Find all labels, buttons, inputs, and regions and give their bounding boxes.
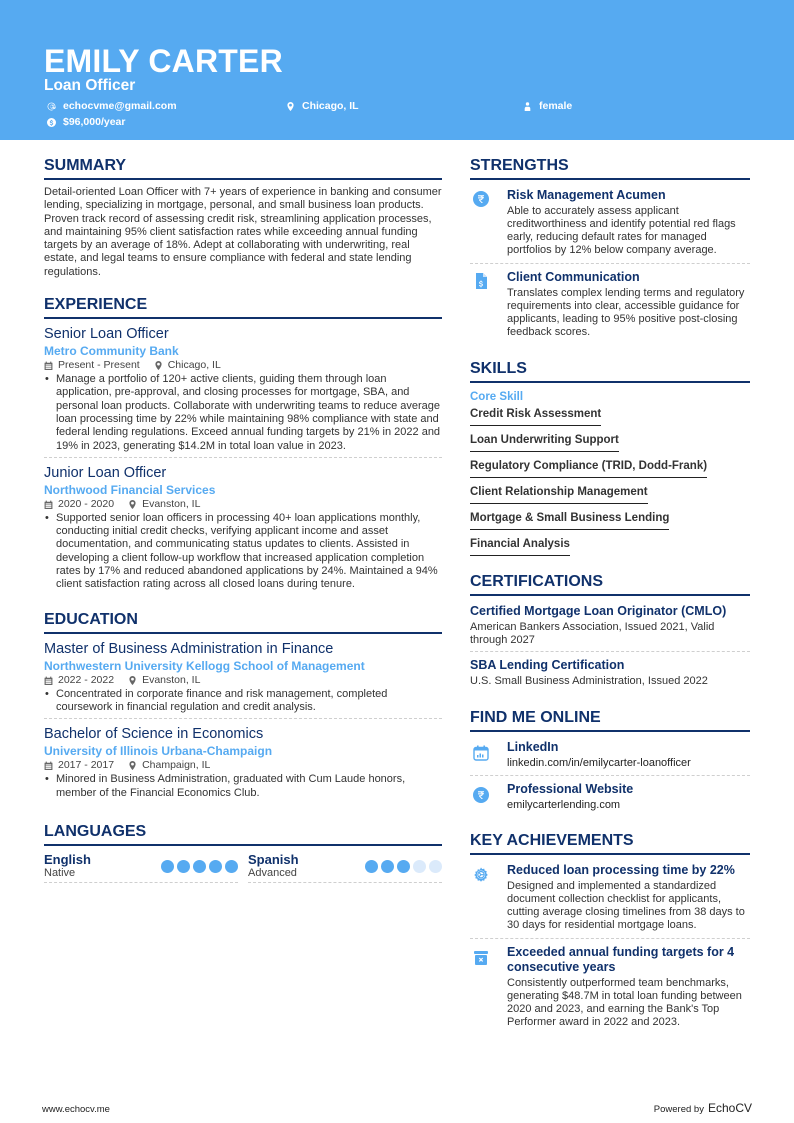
map-pin-icon xyxy=(154,361,163,370)
bullet-item: • Supported senior loan officers in processing 40+ loan applications monthly, conducting initial credit checks, verifying applicant income and asset documentation, and communicating status updates to clients. Assisted in developing a client follow-up workflow that increased application completion rates by 17% and reduced abandoned applications by 24%. Maintained a 94% client satisfaction rating across all closed loans during tenure. xyxy=(44,512,442,592)
date-range: 2017 - 2017 xyxy=(58,759,115,772)
entry-location: Evanston, IL xyxy=(142,497,201,510)
map-pin-icon xyxy=(128,761,137,770)
candidate-title: Loan Officer xyxy=(44,77,136,94)
contact-salary xyxy=(46,115,125,129)
achievement-item xyxy=(470,945,750,1035)
salary-text: $96,000/year xyxy=(63,116,126,128)
person-icon xyxy=(522,101,532,111)
certifications-section xyxy=(470,572,750,692)
achievement-title: Exceeded annual funding targets for 4 consecutive years xyxy=(507,945,735,974)
job-title: Senior Loan Officer xyxy=(44,326,169,343)
map-pin-icon xyxy=(128,676,137,685)
company-name: Northwood Financial Services xyxy=(44,482,216,497)
bullet-list xyxy=(44,773,442,800)
calendar-icon xyxy=(44,676,53,685)
languages-section xyxy=(44,822,442,883)
link-title: LinkedIn xyxy=(507,740,559,754)
bullet-item: • Manage a portfolio of 120+ active clients, guiding them through loan application, pre-approval, and closing processes for mortgage, SBA, and personal loan products. Collaborate with underwriting teams to reduce average loan processing time by 22% while maintaining 98% compliance with state and federal lending regulations. Exceed annual funding targets by 21% in 2022 and 19% in 2023, generating $14.2M in total loan value in 2023. xyxy=(44,373,442,453)
candidate-name: EMILY CARTER xyxy=(44,43,283,79)
contact-email[interactable] xyxy=(46,99,177,113)
school-name: University of Illinois Urbana-Champaign xyxy=(44,744,273,759)
rating-dot-empty xyxy=(429,860,442,873)
bullet-item: • Concentrated in corporate finance and risk management, completed coursework in financial regulation and credit analysis. xyxy=(44,688,442,715)
entry-location: Evanston, IL xyxy=(142,673,201,686)
date-range: Present - Present xyxy=(58,359,140,372)
link-url[interactable]: linkedin.com/in/emilycarter-loanofficer xyxy=(507,757,691,769)
left-column xyxy=(44,156,442,899)
section-title-education: EDUCATION xyxy=(44,610,442,634)
certification-description: U.S. Small Business Administration, Issued 2022 xyxy=(470,675,708,687)
strength-item xyxy=(470,270,750,345)
skill-tag: Financial Analysis xyxy=(470,534,570,556)
school-name: Northwestern University Kellogg School of Management xyxy=(44,658,365,673)
language-rating xyxy=(161,860,238,873)
degree-title: Bachelor of Science in Economics xyxy=(44,726,264,743)
rupee-coin-icon xyxy=(473,191,489,207)
rupee-coin-icon xyxy=(473,787,489,803)
certification-item xyxy=(470,657,750,692)
bullet-item: • Minored in Business Administration, graduated with Cum Laude honors, member of the Financial Economics Club. xyxy=(44,773,442,800)
powered-by-label: Powered by xyxy=(653,1104,704,1115)
calendar-icon xyxy=(44,761,53,770)
resume-header xyxy=(0,0,794,140)
achievement-description: Consistently outperformed team benchmarks, generating $48.7M in total loan funding between 2020 and 2023, and earning the Bank's Top Performer award in 2022 and 2023. xyxy=(507,977,742,1028)
skills-list xyxy=(470,404,750,560)
bullet-list xyxy=(44,688,442,715)
invoice-dollar-icon xyxy=(473,273,489,289)
skill-tag: Client Relationship Management xyxy=(470,482,648,504)
date-range: 2020 - 2020 xyxy=(58,497,115,510)
calendar-chart-icon xyxy=(473,745,489,761)
summary-text: Detail-oriented Loan Officer with 7+ years of experience in banking and consumer lending, specializing in mortgage, personal, and small business loan products. Proven track record of assessing credit risk, streamlining application processes, and maintaining 95% client satisfaction rates while exceeding annual funding targets by an average of 18%. Adept at collaborating with underwriting, real estate, and legal teams to ensure compliance with federal and state lending regulations. xyxy=(44,186,442,278)
company-name: Metro Community Bank xyxy=(44,344,179,359)
strength-title: Client Communication xyxy=(507,270,640,284)
online-link-item[interactable] xyxy=(470,782,750,817)
dollar-coin-icon xyxy=(46,117,56,127)
gender-text: female xyxy=(539,100,573,112)
language-level: Advanced xyxy=(248,866,297,879)
entry-location: Champaign, IL xyxy=(142,759,211,772)
entry-meta xyxy=(44,498,442,511)
key-achievements-section xyxy=(470,831,750,1035)
right-column xyxy=(470,156,750,1051)
job-title: Junior Loan Officer xyxy=(44,464,167,481)
rating-dot-filled xyxy=(225,860,238,873)
skill-category: Core Skill xyxy=(470,391,524,403)
contact-location xyxy=(285,99,359,113)
certification-description: American Bankers Association, Issued 2021, Valid through 2027 xyxy=(470,621,715,646)
achievement-description: Designed and implemented a standardized document collection checklist for applicants, cutting average closing timelines from 38 days to 30 days for residential mortgage loans. xyxy=(507,880,745,931)
section-title-find-me-online: FIND ME ONLINE xyxy=(470,708,750,732)
rating-dot-filled xyxy=(397,860,410,873)
section-title-summary: SUMMARY xyxy=(44,156,442,180)
strengths-section xyxy=(470,156,750,345)
entry-meta xyxy=(44,759,442,772)
calendar-icon xyxy=(44,361,53,370)
section-title-key-achievements: KEY ACHIEVEMENTS xyxy=(470,831,750,855)
experience-entry xyxy=(44,464,442,596)
languages-list xyxy=(44,853,442,883)
entry-meta xyxy=(44,674,442,687)
entry-meta xyxy=(44,359,442,372)
at-icon xyxy=(46,101,56,111)
degree-title: Master of Business Administration in Finance xyxy=(44,640,334,657)
section-title-experience: EXPERIENCE xyxy=(44,295,442,319)
brand-name[interactable]: EchoCV xyxy=(707,1101,752,1115)
gear-icon xyxy=(473,867,489,883)
achievement-item xyxy=(470,863,750,939)
map-pin-icon xyxy=(128,500,137,509)
language-rating xyxy=(365,860,442,873)
strength-title: Risk Management Acumen xyxy=(507,188,666,202)
calendar-icon xyxy=(44,500,53,509)
section-title-skills: SKILLS xyxy=(470,359,750,383)
language-name: Spanish xyxy=(248,851,299,867)
rating-dot-filled xyxy=(177,860,190,873)
language-level: Native xyxy=(44,866,76,879)
rating-dot-filled xyxy=(209,860,222,873)
date-range: 2022 - 2022 xyxy=(58,673,115,686)
footer-website[interactable]: www.echocv.me xyxy=(42,1104,110,1115)
section-title-languages: LANGUAGES xyxy=(44,822,442,846)
section-title-certifications: CERTIFICATIONS xyxy=(470,572,750,596)
summary-section xyxy=(44,156,442,279)
archive-box-icon xyxy=(473,950,489,966)
education-section xyxy=(44,610,442,804)
skill-tag: Loan Underwriting Support xyxy=(470,430,619,452)
strength-description: Translates complex lending terms and regulatory requirements into clear, accessible guidance for applicants, leading to 95% positive post-closing feedback scores. xyxy=(507,287,745,338)
rating-dot-filled xyxy=(365,860,378,873)
bullet-list xyxy=(44,373,442,453)
experience-section xyxy=(44,295,442,596)
footer-powered-by xyxy=(654,1101,752,1115)
online-link-item[interactable] xyxy=(470,740,750,776)
strength-item xyxy=(470,188,750,264)
section-title-strengths: STRENGTHS xyxy=(470,156,750,180)
achievement-title: Reduced loan processing time by 22% xyxy=(507,863,735,877)
education-entry xyxy=(44,725,442,804)
rating-dot-filled xyxy=(193,860,206,873)
location-text: Chicago, IL xyxy=(302,100,359,112)
language-name: English xyxy=(44,851,91,867)
strength-description: Able to accurately assess applicant creditworthiness and identify potential red flags early, reducing default rates for managed portfolios by 12% below company average. xyxy=(507,205,736,256)
language-item xyxy=(248,853,442,883)
link-url[interactable]: emilycarterlending.com xyxy=(507,799,621,811)
bullet-list xyxy=(44,512,442,592)
link-title: Professional Website xyxy=(507,782,634,796)
skill-tag: Credit Risk Assessment xyxy=(470,404,601,426)
education-entry xyxy=(44,640,442,720)
language-item xyxy=(44,853,238,883)
email-text: echocvme@gmail.com xyxy=(63,100,177,112)
rating-dot-filled xyxy=(161,860,174,873)
certification-title: SBA Lending Certification xyxy=(470,658,625,672)
skills-section xyxy=(470,359,750,560)
rating-dot-filled xyxy=(381,860,394,873)
certification-title: Certified Mortgage Loan Originator (CMLO) xyxy=(470,604,727,618)
entry-location: Chicago, IL xyxy=(167,359,221,372)
skill-tag: Mortgage & Small Business Lending xyxy=(470,508,669,530)
certification-item xyxy=(470,603,750,652)
map-pin-icon xyxy=(285,101,295,111)
experience-entry xyxy=(44,325,442,458)
find-me-online-section xyxy=(470,708,750,817)
contact-gender xyxy=(522,99,572,113)
skill-tag: Regulatory Compliance (TRID, Dodd-Frank) xyxy=(470,456,707,478)
rating-dot-empty xyxy=(413,860,426,873)
